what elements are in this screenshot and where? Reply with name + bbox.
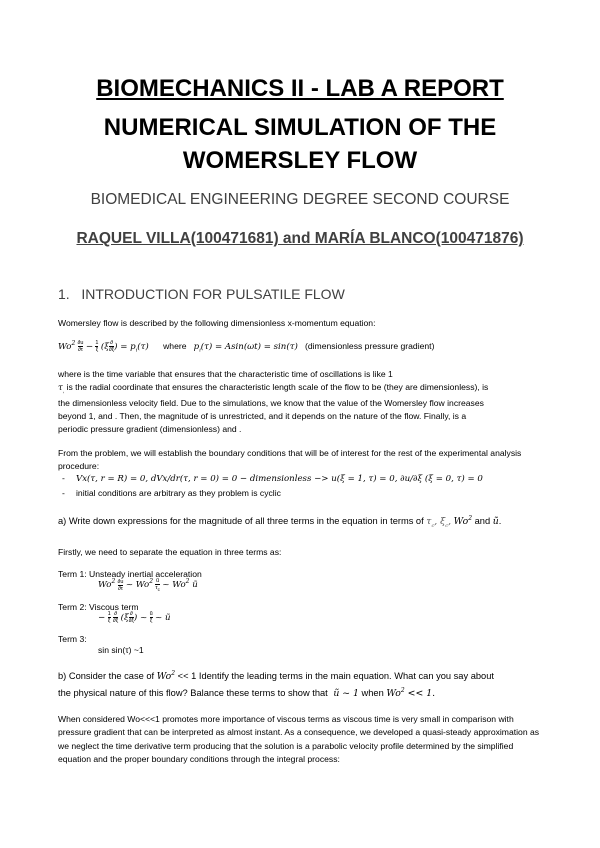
bullet-boundary-conditions: - Vx(τ, r = R) = 0, dVx/dr(τ, r = 0) = 0 − dimensionless −> u(ξ = 1, τ) = 0, ∂u/∂ξ (ξ = 0, τ) = 0 xyxy=(62,473,483,484)
title-line-2: NUMERICAL SIMULATION OF THE xyxy=(103,114,497,141)
term-3-label: Term 3: xyxy=(58,634,87,644)
section-heading xyxy=(58,286,345,302)
paragraph-3: When considered Wo<<<1 promotes more importance of viscous terms as viscous time is very small in comparison with pressure gradient that can be interpreted as almost instant. As a consequence, we developed a quasi-steady approximation as we neglect the time derivative term producing that the solution is a parabolic velocity profile determined by the simplified equation and the proper boundary conditions through the integral process: xyxy=(58,714,540,764)
question-b-text-2: the physical nature of this flow? Balance these terms to show that xyxy=(58,688,328,699)
question-b xyxy=(58,668,542,703)
para1-line2-text: is the radial coordinate that ensures the characteristic length scale of the flow to be (they are dimensionless), is xyxy=(64,382,489,393)
equation-note: (dimensionless pressure gradient) xyxy=(304,340,435,351)
firstly-text: Firstly, we need to separate the equation in three terms as: xyxy=(58,547,282,557)
paragraph-1 xyxy=(58,368,542,437)
section-title: INTRODUCTION FOR PULSATILE FLOW xyxy=(81,286,345,302)
section-number: 1. xyxy=(58,286,70,302)
question-b-line2: the physical nature of this flow? Balance these terms to show that ũ ~ 1 when $Wo^2 << 1$. xyxy=(58,687,436,700)
paragraph-2: From the problem, we will establish the boundary conditions that will be of interest for the rest of the experimental analysis procedure: xyxy=(58,448,522,472)
question-b-text-1b: << 1 Identify the leading terms in the main equation. What can you say about xyxy=(177,671,494,681)
title-lines-2-3 xyxy=(0,111,600,177)
question-b-line1: b) Consider the case of Wo$^2$ << 1 Identify the leading terms in the main equation. What can you say about xyxy=(58,669,494,682)
question-a-text: a) Write down expressions for the magnitude of all three terms in the equation in terms of xyxy=(58,516,424,527)
question-b-text-1: b) Consider the case of xyxy=(58,671,155,681)
bullet-2-text: initial conditions are arbitrary as they problem is cyclic xyxy=(76,488,281,498)
equation-where: where xyxy=(163,340,187,351)
main-equation: Wo$^2$ $\frac{\partial u}{\partial\tau}$ − $\frac{1}{\xi}$ (ξ $\frac{\partial}{\partial\xi}$ ) = $p_i(\tau)$ where $p_i(\tau) = Asin(\omega t) = \sin(\tau)$ (dimensionless pressure gradient) xyxy=(58,340,435,354)
authors: RAQUEL VILLA(100471681) and MARÍA BLANCO(100471876) xyxy=(76,230,524,247)
para1-line4: beyond 1, and . Then, the magnitude of is unrestricted, and it depends on the nature of the flow. Finally, is a xyxy=(58,411,467,422)
subtitle: BIOMEDICAL ENGINEERING DEGREE SECOND COURSE xyxy=(90,191,510,208)
bullet-initial-conditions: - initial conditions are arbitrary as they problem is cyclic xyxy=(62,488,281,498)
question-b-text-2b: when xyxy=(361,688,384,699)
title-line-3: WOMERSLEY FLOW xyxy=(182,147,418,175)
para1-line5: periodic pressure gradient (dimensionless) and . xyxy=(58,424,242,435)
question-a-end: and xyxy=(474,516,491,527)
para1-line2: $\tau_,$ is the radial coordinate that ensures the characteristic length scale of the flow to be (they are dimensionless), is xyxy=(58,382,489,396)
term-2-label: Term 2: Viscous term xyxy=(58,602,139,612)
para1-line1: where is the time variable that ensures that the characteristic time of oscillations is like 1 xyxy=(58,369,393,379)
para1-line3: the dimensionless velocity field. Due to the simulations, we know that the value of the Womersley flow increases xyxy=(58,397,484,408)
term-1-label: Term 1: Unsteady inertial acceleration xyxy=(58,569,202,579)
intro-text: Womersley flow is described by the following dimensionless x-momentum equation: xyxy=(58,318,376,328)
bullet-1-text: Vx(τ, r = R) = 0, dVx/dr(τ, r = 0) = 0 − dimensionless −> u(ξ = 1, τ) = 0, ∂u/∂ξ (ξ = 0, τ) = 0 xyxy=(76,474,483,484)
question-a: a) Write down expressions for the magnitude of all three terms in the equation in terms of $\tau_c$, $\xi_c$, Wo$^2$ and ũ. xyxy=(58,515,502,529)
term-3-equation: sin sin(τ) ~1 xyxy=(98,645,144,655)
title-line-1: BIOMECHANICS II - LAB A REPORT xyxy=(96,75,504,102)
term-2-equation: − $\frac{1}{\xi}$ $\frac{\partial}{\partial\xi}$ (ξ $\frac{\partial}{\partial\xi}$ ) ~ $\frac{ũ}{\xi}$ ~ ũ xyxy=(98,611,171,625)
term-1-equation: Wo$^2$ $\frac{\partial u}{\partial\tau}$ ~ Wo$^2$ $\frac{ũ}{\tau_c}$ ~ Wo$^2$ ũ xyxy=(98,578,198,593)
